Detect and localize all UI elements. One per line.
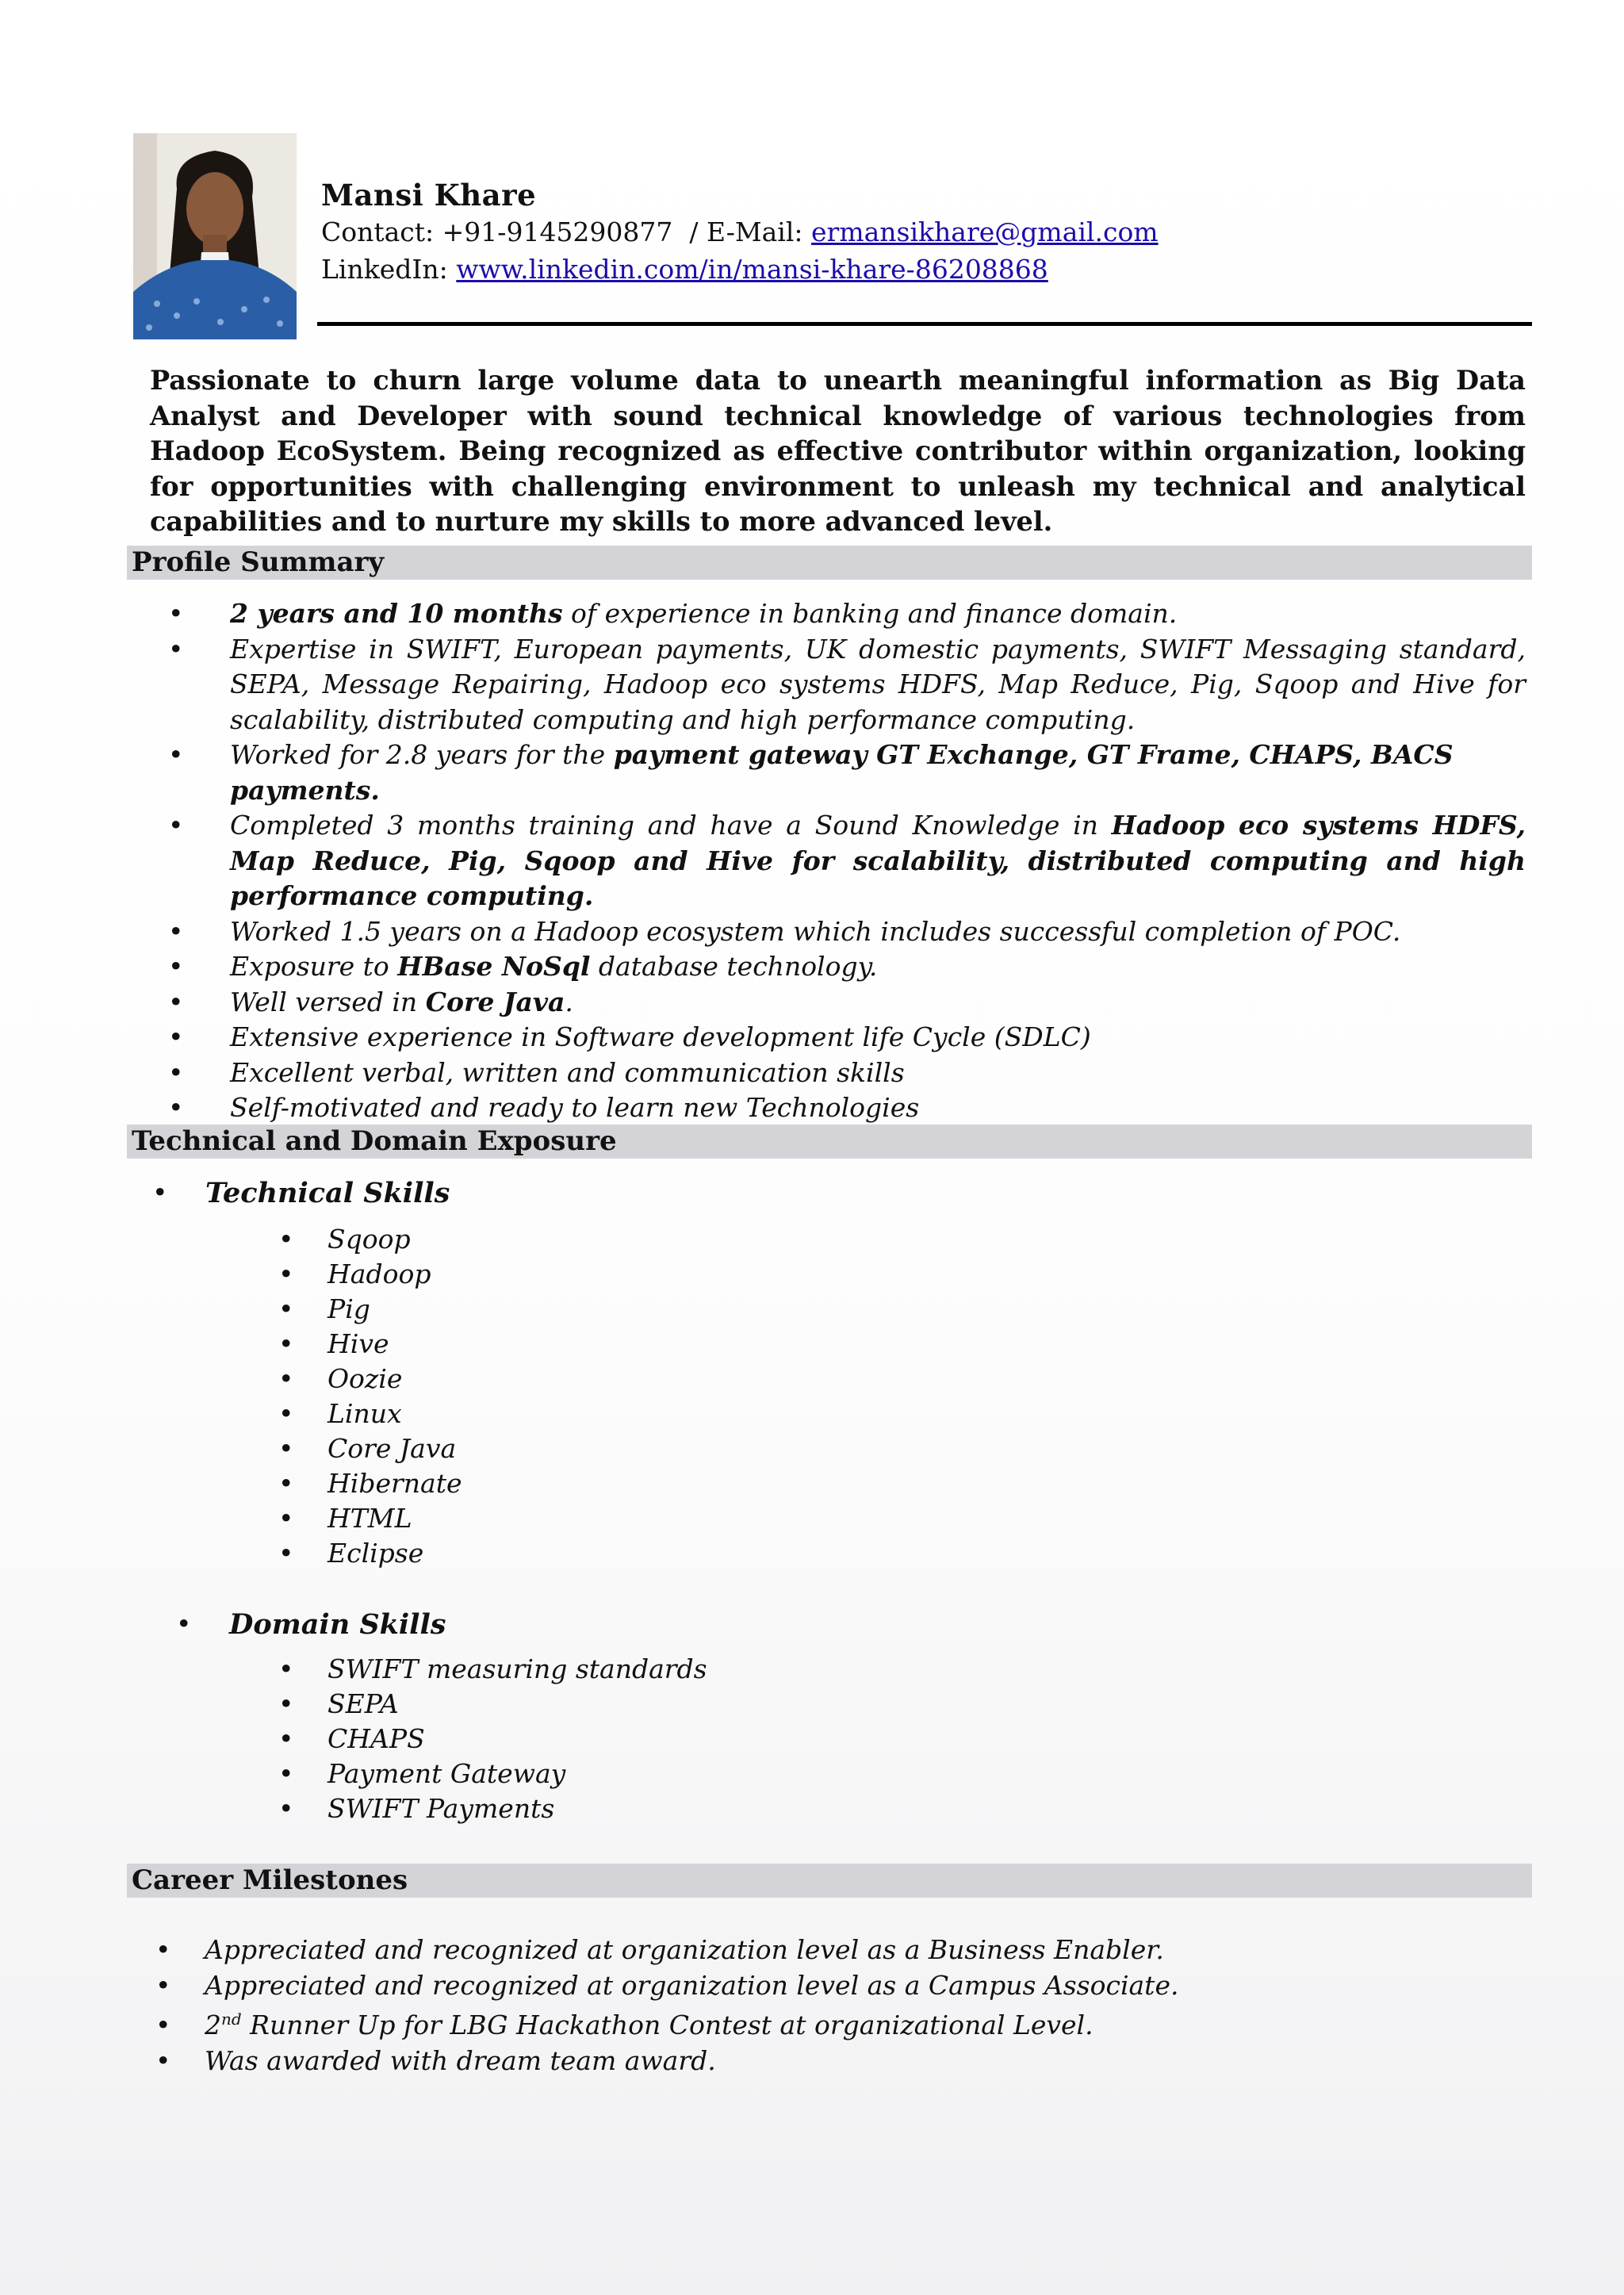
email-link[interactable]: ermansikhare@gmail.com (811, 216, 1159, 247)
bullet-icon: • (278, 1398, 294, 1429)
bullet-icon: • (155, 1969, 171, 2001)
bullet-icon: • (168, 1056, 184, 1088)
bullet-icon: • (168, 598, 184, 629)
list-item: • Exposure to HBase NoSql database technology. (230, 949, 1526, 985)
list-item: • Worked for 2.8 years for the payment gateway GT Exchange, GT Frame, CHAPS, BACS payments. (168, 739, 1454, 806)
list-item: • 2nd Runner Up for LBG Hackathon Contest at organizational Level. (205, 2008, 1394, 2044)
technical-skills-list (278, 1222, 962, 1571)
bullet-icon: • (278, 1363, 294, 1394)
list-item: • Appreciated and recognized at organization level as a Business Enabler. (205, 1933, 1394, 1968)
bullet-icon: • (278, 1503, 294, 1534)
profile-photo (133, 133, 297, 339)
bullet-icon: • (278, 1723, 294, 1754)
list-item: • Oozie (327, 1362, 962, 1397)
bullet-icon: • (168, 915, 184, 947)
list-item: • Appreciated and recognized at organization level as a Campus Associate. (205, 1968, 1394, 2004)
list-item: • Payment Gateway (327, 1757, 962, 1791)
list-item: • Completed 3 months training and have a Sound Knowledge in Hadoop eco systems HDFS, Map Reduce, Pig, Sqoop and Hive for scalability, distributed computing and high performance computing. (168, 810, 1526, 911)
bullet-icon: • (278, 1653, 294, 1684)
bullet-icon: • (168, 951, 184, 982)
profile-summary-list (168, 596, 1526, 1126)
list-item: • Was awarded with dream team award. (205, 2044, 1394, 2079)
bullet-icon: • (168, 1092, 184, 1123)
bullet-icon: • (168, 810, 184, 841)
list-item: • SWIFT Payments (327, 1791, 962, 1826)
bullet-icon: • (155, 2044, 171, 2076)
bullet-icon: • (155, 1934, 171, 1965)
linkedin-link[interactable]: www.linkedin.com/in/mansi-khare-86208868 (456, 254, 1048, 285)
bullet-icon: • (278, 1688, 294, 1719)
contact-phone: Contact: +91-9145290877 / E-Mail: (321, 216, 812, 247)
list-item: • Core Java (327, 1431, 962, 1466)
candidate-name: Mansi Khare (321, 178, 537, 213)
bullet-icon: • (278, 1224, 294, 1255)
bullet-icon: • (278, 1793, 294, 1824)
list-item: • Self-motivated and ready to learn new Technologies (230, 1090, 1526, 1126)
bullet-icon: • (278, 1293, 294, 1324)
list-item: • Linux (327, 1397, 962, 1431)
technical-skills-heading: Technical Skills (205, 1177, 450, 1209)
bullet-icon: • (168, 739, 184, 770)
list-item: • Eclipse (327, 1536, 962, 1571)
list-item: • Expertise in SWIFT, European payments, UK domestic payments, SWIFT Messaging standard, SEPA, Message Repairing, Hadoop eco systems HDFS, Map Reduce, Pig, Sqoop and Hive for scalability, distributed computing and high performance computing. (168, 633, 1526, 735)
bullet-icon: • (155, 2010, 171, 2040)
bullet-icon: • (278, 1259, 294, 1289)
bullet-icon: • (278, 1433, 294, 1464)
domain-skills-list (278, 1652, 962, 1826)
section-profile-summary: Profile Summary (127, 546, 1532, 580)
list-item: • Hadoop (327, 1257, 962, 1292)
list-item: • Hibernate (327, 1466, 962, 1501)
list-item: • Excellent verbal, written and communication skills (230, 1056, 1526, 1091)
bullet-icon: • (278, 1538, 294, 1569)
linkedin-label: LinkedIn: (321, 254, 457, 285)
list-item: • Worked 1.5 years on a Hadoop ecosystem which includes successful completion of POC. (230, 914, 1526, 950)
bullet-icon: • (168, 633, 184, 665)
list-item: • CHAPS (327, 1722, 962, 1757)
list-item: • Pig (327, 1292, 962, 1327)
list-item: • Sqoop (327, 1222, 962, 1257)
bullet-icon: • (176, 1608, 192, 1639)
career-milestones-list (155, 1933, 1394, 2079)
header-divider (317, 322, 1532, 326)
section-career-milestones: Career Milestones (127, 1864, 1532, 1898)
section-technical-domain: Technical and Domain Exposure (127, 1125, 1532, 1159)
bullet-icon: • (152, 1177, 168, 1208)
list-item: • SEPA (327, 1687, 962, 1722)
list-item: • HTML (327, 1501, 962, 1536)
list-item: • SWIFT measuring standards (327, 1652, 962, 1687)
bullet-icon: • (168, 1021, 184, 1052)
list-item: • Extensive experience in Software development life Cycle (SDLC) (230, 1020, 1526, 1056)
bullet-icon: • (278, 1328, 294, 1359)
list-item: • Well versed in Core Java. (230, 985, 1526, 1021)
bullet-icon: • (168, 986, 184, 1017)
contact-line (321, 216, 1159, 247)
linkedin-line (321, 254, 1048, 285)
list-item: • Hive (327, 1327, 962, 1362)
objective-paragraph: Passionate to churn large volume data to unearth meaningful information as Big Data Analyst and Developer with sound technical knowledge of various technologies from Hadoop EcoSystem. Being recognized as effective contributor within organization, looking for opportunities with challenging environment to unleash my technical and analytical capabilities and to nurture my skills to more advanced level. (150, 365, 1526, 537)
list-item: • 2 years and 10 months of experience in banking and finance domain. (230, 596, 1526, 632)
bullet-icon: • (278, 1758, 294, 1789)
domain-skills-heading: Domain Skills (229, 1608, 446, 1641)
bullet-icon: • (278, 1468, 294, 1499)
